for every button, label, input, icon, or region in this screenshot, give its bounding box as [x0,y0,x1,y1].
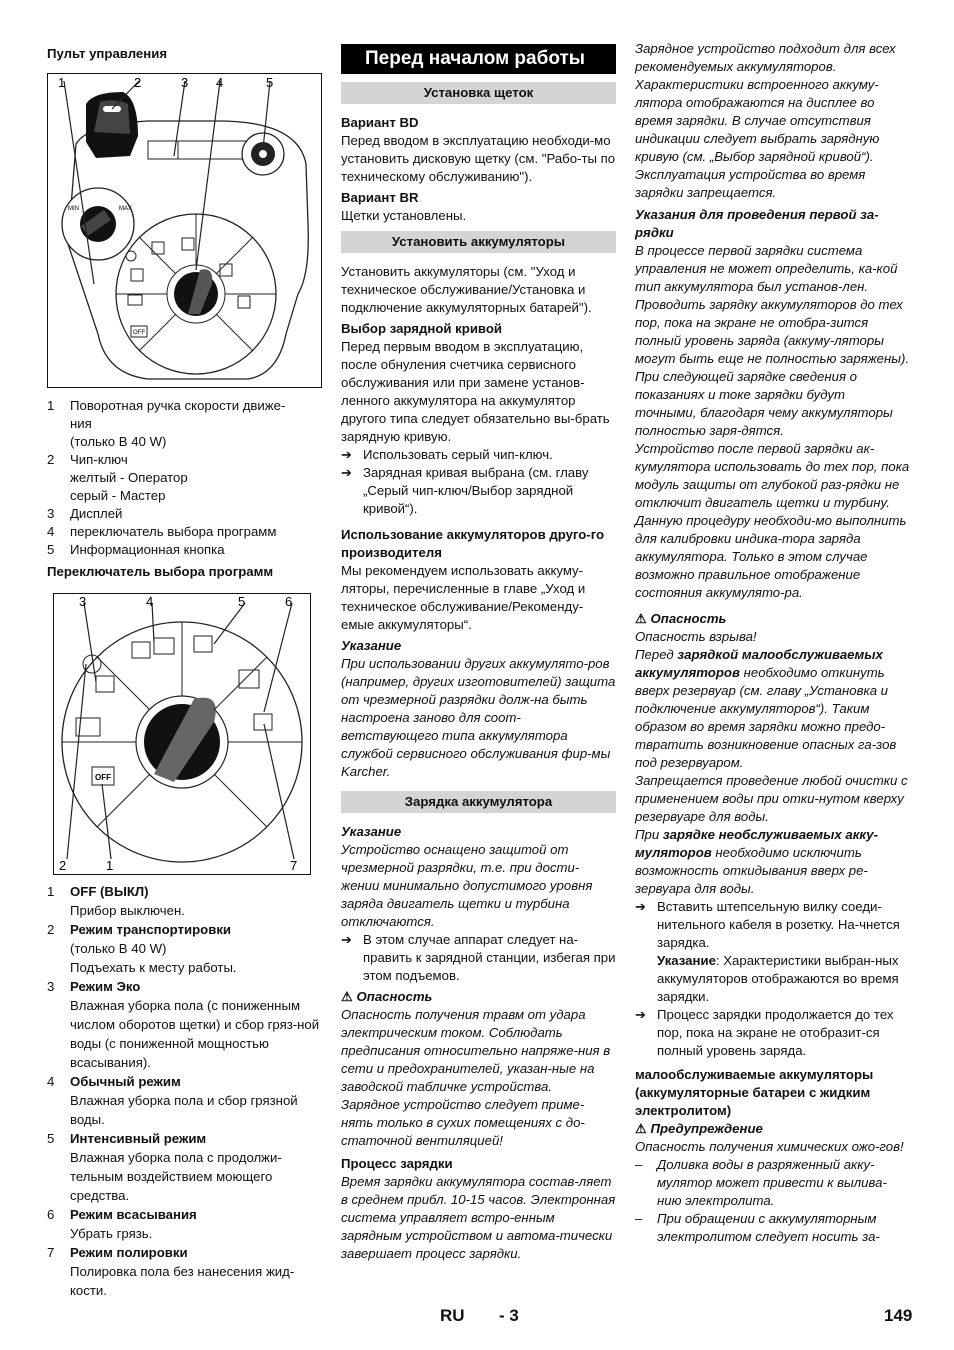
heading-program-selector: Переключатель выбора программ [47,564,274,579]
fig1-callout-2: 2 [134,75,142,90]
warning-text: Опасность получения химических ожо-гов! [635,1139,904,1154]
heading-control-panel: Пульт управления [47,46,168,61]
low-maintenance-heading: малообслуживаемые аккумуляторы (аккумуляторные батареи с жидким электролитом) [635,1067,874,1118]
note-2-heading: Указание [341,824,402,839]
fig2-callout-2: 2 [59,858,67,873]
warning-triangle-icon: ⚠ [635,1121,647,1136]
danger-text-1: Опасность получения травм от удара электрическим током. Соблюдать предписания относительно напряже-ния в сети и предохранителей, указан-ные на заводской табличке устройства. [341,1007,611,1094]
fig2-callout-4: 4 [146,594,154,609]
program-selector-figure [53,593,311,875]
fig2-callout-3: 3 [79,594,87,609]
page-number: 149 [884,1306,913,1325]
warning-heading: ⚠ Предупреждение [635,1121,763,1136]
danger-maintenance-free-text: При зарядке необслуживаемых акку-муляторов необходимо исключить возможность откидывания вверх ре-зервуара для воды. [635,827,878,896]
selector-off-label: OFF [95,773,111,782]
other-batteries-heading: Использование аккумуляторов друго-го производителя [341,527,605,560]
arrow-right-icon: ➔ [341,465,353,480]
panel-legend-item-2: 2 Чип-ключ желтый - Оператор серый - Мастер [47,452,188,503]
fig1-callout-4: 4 [216,75,224,90]
program-selector-drawing [54,594,310,874]
first-charge-heading: Указания для проведения первой за-рядки [635,207,879,240]
note-2-text: Устройство оснащено защитой от чрезмерной разрядки, т.е. при дости-жении минимально допустимого уровня заряда двигатель щетки и турбина отключаются. [341,842,593,929]
danger-explosion-text: Опасность взрыва! [635,629,757,644]
variant-bd-text: Перед вводом в эксплуатацию необходи-мо установить дисковую щетку (см. "Рабо-ты по техническому обслуживанию"). [341,133,616,184]
note-1-heading: Указание [341,638,402,653]
column-middle [341,40,616,1263]
arrow-right-icon: ➔ [635,899,647,914]
charge-curve-text: Перед первым вводом в эксплуатацию, после обнуления счетчика сервисного обслуживания или при замене установ-ленного аккумулятора на аккумулятор другого типа следует обязательно вы-брать зарядную кривую. [341,339,610,444]
selector-item-1: 1 OFF (ВЫКЛ) Прибор выключен. [47,884,185,918]
charging-process-heading: Процесс зарядки [341,1156,453,1171]
control-panel-drawing [48,74,321,387]
warning-bullet-2: – При обращении с аккумуляторным электролитом следует носить за- [635,1211,880,1244]
other-batteries-text: Мы рекомендуем использовать аккуму-ляторы, перечисленные в главе „Уход и техническое обслуживание/Рекоменду-емые аккумуляторы“. [341,563,586,632]
selector-item-4: 4 Обычный режим Влажная уборка пола и сбор грязной воды. [47,1074,298,1127]
charge-curve-step-2: ➔ Зарядная кривая выбрана (см. главу „Серый чип-ключ/Выбор зарядной кривой“). [341,465,589,516]
panel-legend-item-4: 4 переключатель выбора программ [47,524,277,539]
arrow-right-icon: ➔ [341,932,353,947]
first-charge-text-2: Устройство после первой зарядки ак-кумулятора использовать до тех пор, пока модуль защиты от глубокой раз-рядки не отключит двигатель щетки и турбину. Данную процедуру необходи-мо выполнить для калибровки индика-тора заряда аккумулятора. Только в этом случае возможно правильное отображение состояния аккумулято-ра. [635,441,910,600]
variant-br-heading: Вариант BR [341,190,419,205]
fig2-callout-7: 7 [290,858,298,873]
danger-heading-2: ⚠ Опасность [635,611,727,626]
variant-bd-heading: Вариант BD [341,115,419,130]
footer-section: - 3 [499,1306,519,1325]
arrow-right-icon: ➔ [341,447,353,462]
fig1-callout-5: 5 [266,75,274,90]
warning-bullet-1: – Доливка воды в разряженный акку-мулятор может привести к вылива-нию электролита. [635,1157,887,1208]
fig2-callout-5: 5 [238,594,246,609]
fig1-callout-1: 1 [58,75,66,90]
fig2-callout-6: 6 [285,594,293,609]
danger-text-2: Зарядное устройство следует приме-нять только в сухих помещениях с до-статочной вентиляцией! [341,1097,585,1148]
charge-step-1: ➔ Вставить штепсельную вилку соеди-нительного кабеля в розетку. На-чнется зарядка. Указание: Характеристики выбран-ных аккумуляторов отображаются во время зарядки. [635,899,900,1004]
charge-curve-heading: Выбор зарядной кривой [341,321,503,336]
selector-item-2: 2 Режим транспортировки (только B 40 W) Подъехать к месту работы. [47,922,237,975]
footer-lang: RU [440,1306,465,1325]
knob-max-label: MAX [119,206,133,212]
charging-process-text: Время зарядки аккумулятора состав-ляет в среднем прибл. 10-15 часов. Электронная система управляет встро-енным зарядным устройством и автома-тически завершает процесс зарядки. [341,1174,616,1261]
panel-legend-item-1: 1 Поворотная ручка скорости движе- ния (только B 40 W) [47,398,286,449]
charge-curve-step-1: ➔ Использовать серый чип-ключ. [341,447,553,462]
arrow-right-icon: ➔ [635,1007,647,1022]
warning-triangle-icon: ⚠ [341,989,353,1004]
note-1-text: При использовании других аккумулято-ров (например, других изготовителей) защита от чрезмерной разрядки долж-на быть настроена заново для соот-ветствующего типа аккумулятора службой сервисного обслуживания фир-мы Karcher. [341,656,616,779]
selector-legend [47,882,322,1300]
warning-triangle-icon: ⚠ [635,611,647,626]
column-left [47,40,322,1300]
selector-item-5: 5 Интенсивный режим Влажная уборка пола с продолжи-тельным воздействием моющего средства. [47,1131,282,1203]
danger-heading: ⚠ Опасность [341,989,433,1004]
subsection-battery-charging: Зарядка аккумулятора [341,791,616,813]
panel-legend [47,397,322,559]
install-batteries-text: Установить аккумуляторы (см. "Уход и техническое обслуживание/Установка и подключение аккумуляторных батарей"). [341,264,592,315]
panel-legend-item-5: 5 Информационная кнопка [47,542,225,557]
section-title: Перед началом работы [341,44,616,74]
danger-low-maintenance-text: Перед зарядкой малообслуживаемых аккумуляторов необходимо откинуть вверх резервуар (см. главу „Установка и подключение аккумуляторов“). Таким образом во время зарядки можно предо-твратить возникновение опасных га-зов под резервуаром. [635,647,897,770]
panel-off-label: OFF [133,330,145,336]
note-2-step: ➔ В этом случае аппарат следует на-править к зарядной станции, избегая при этом подъемов. [341,932,616,983]
variant-br-text: Щетки установлены. [341,208,467,223]
danger-water-text: Запрещается проведение любой очистки с применением воды при отки-нутом кверху резервуаре для воды. [635,773,908,824]
fig1-callout-3: 3 [181,75,189,90]
subsection-install-batteries: Установить аккумуляторы [341,231,616,253]
subsection-brush-install: Установка щеток [341,82,616,104]
column-right [635,40,910,1246]
panel-legend-item-3: 3 Дисплей [47,506,123,521]
fig2-callout-1: 1 [106,858,114,873]
selector-item-7: 7 Режим полировки Полировка пола без нанесения жид-кости. [47,1245,295,1298]
charger-intro-text: Зарядное устройство подходит для всех рекомендуемых аккумуляторов. Характеристики встроенного аккуму-лятора отображаются на дисплее во время зарядки. В случае отсутствия индикации следует выбрать зарядную кривую (см. „Выбор зарядной кривой“). Эксплуатация устройства во время зарядки запрещается. [635,41,896,200]
control-panel-figure [47,73,322,388]
knob-min-label: MIN [68,206,79,212]
selector-item-3: 3 Режим Эко Влажная уборка пола (с пониженным числом оборотов щетки) и сбор гряз-ной воды (с пониженной мощностью всасывания). [47,979,320,1070]
charge-step-2: ➔ Процесс зарядки продолжается до тех пор, пока на экране не отобразит-ся полный уровень заряда. [635,1007,894,1058]
first-charge-text-1: В процессе первой зарядки система управления не может определить, ка-кой тип аккумулятора был установ-лен. Проводить зарядку аккумуляторов до тех пор, пока на экране не отобра-зится полный уровень заряда (аккуму-ляторы могут быть еще не полностью заряжены). При следующей зарядке сведения о показаниях и токе зарядки будут точными, благодаря чему аккумуляторы полностью заря-дятся. [635,243,910,438]
selector-item-6: 6 Режим всасывания Убрать грязь. [47,1207,197,1241]
